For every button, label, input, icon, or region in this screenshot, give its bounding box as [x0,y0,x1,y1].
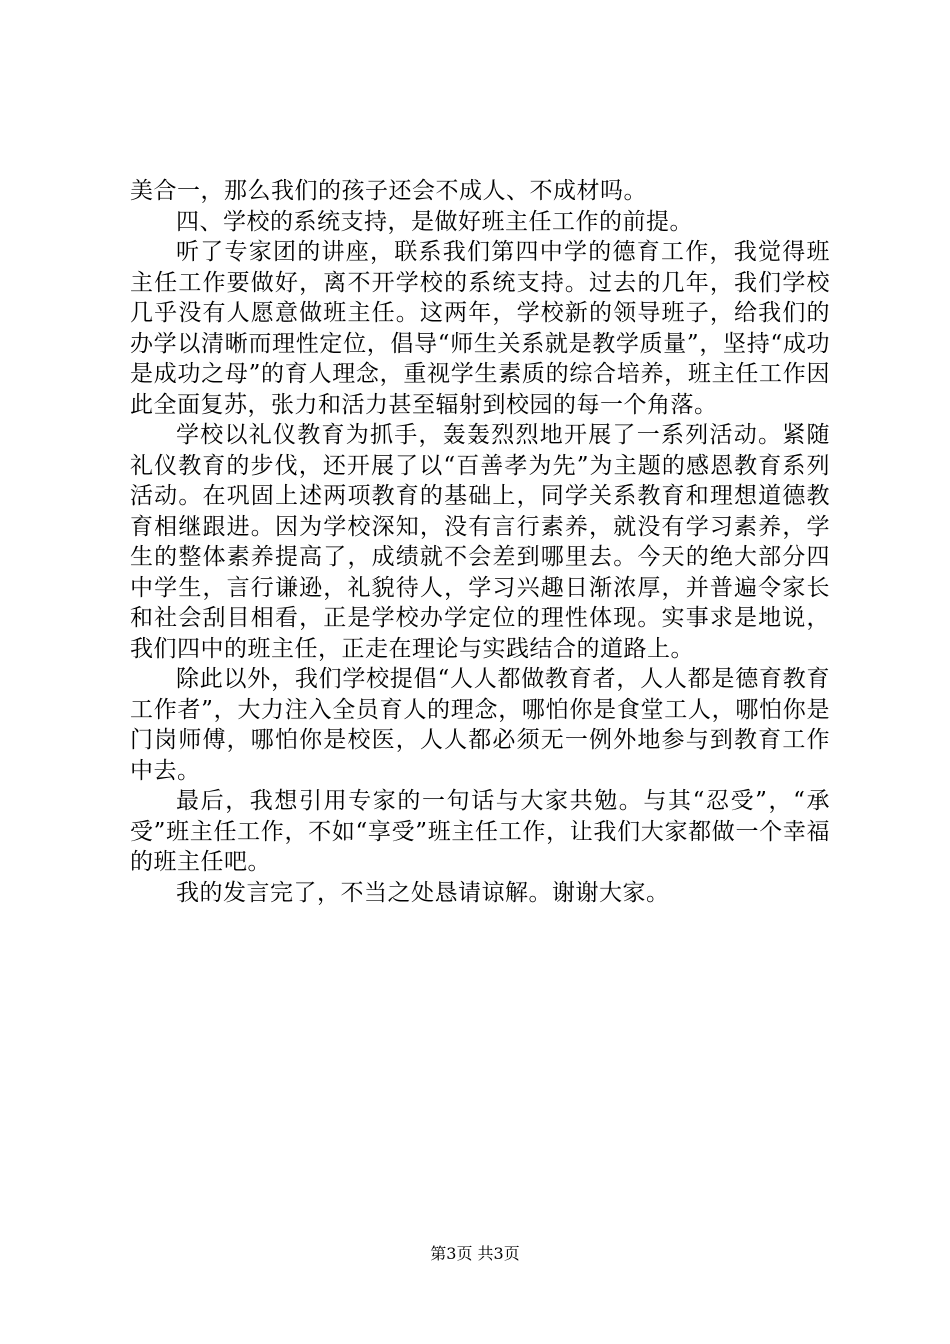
paragraph-continuation: 美合一，那么我们的孩子还会不成人、不成材吗。 [130,178,647,204]
paragraph-all-staff-education: 除此以外，我们学校提倡“人人都做教育者，人人都是德育教育工作者”，大力注入全员育人的理念，哪怕你是食堂工人，哪怕你是门岗师傅，哪怕你是校医，人人都必须无一例外地参与到教育工作中去。 [130,666,830,784]
paragraph-thanks: 我的发言完了，不当之处恳请谅解。谢谢大家。 [176,879,670,906]
section-heading-four: 四、学校的系统支持，是做好班主任工作的前提。 [176,208,693,235]
paragraph-closing-quote: 最后，我想引用专家的一句话与大家共勉。与其“忍受”，“承受”班主任工作，不如“享受”班主任工作，让我们大家都做一个幸福的班主任吧。 [130,788,830,875]
document-body [130,176,830,908]
page-number-indicator: 第3页 共3页 [430,1244,520,1263]
paragraph-school-support: 听了专家团的讲座，联系我们第四中学的德育工作，我觉得班主任工作要做好，离不开学校的系统支持。过去的几年，我们学校几乎没有人愿意做班主任。这两年，学校新的领导班子，给我们的办学以清晰而理性定位，倡导“师生关系就是教学质量”，坚持“成功是成功之母”的育人理念，重视学生素质的综合培养，班主任工作因此全面复苏，张力和活力甚至辐射到校园的每一个角落。 [130,239,830,418]
paragraph-etiquette-education: 学校以礼仪教育为抓手，轰轰烈烈地开展了一系列活动。紧随礼仪教育的步伐，还开展了以“百善孝为先”为主题的感恩教育系列活动。在巩固上述两项教育的基础上，同学关系教育和理想道德教育相继跟进。因为学校深知，没有言行素养，就没有学习素养，学生的整体素养提高了，成绩就不会差到哪里去。今天的绝大部分四中学生，言行谦逊，礼貌待人，学习兴趣日渐浓厚，并普遍令家长和社会刮目相看，正是学校办学定位的理性体现。实事求是地说，我们四中的班主任，正走在理论与实践结合的道路上。 [130,422,830,662]
page-footer [0,1244,950,1264]
